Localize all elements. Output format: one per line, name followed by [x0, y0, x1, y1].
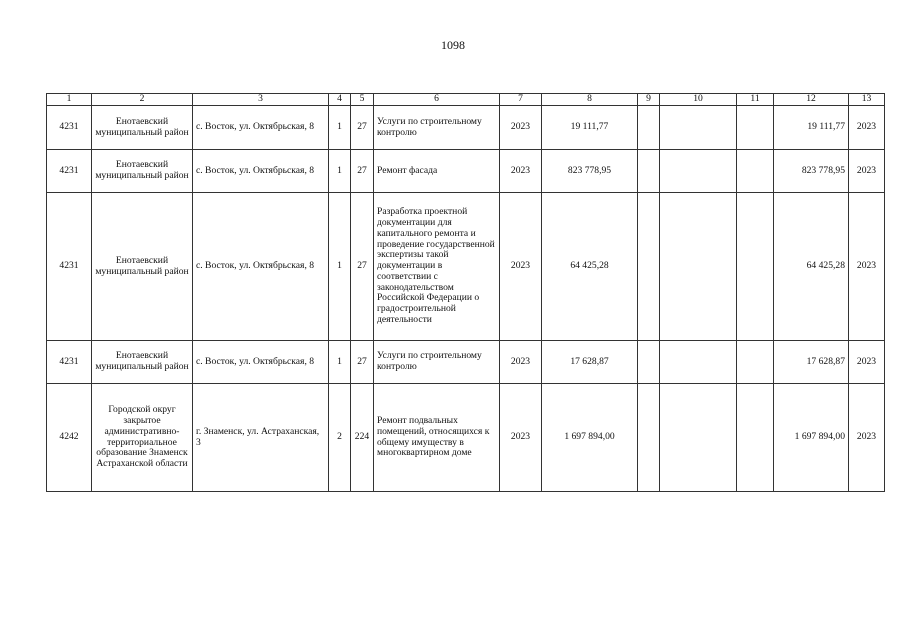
year-end: 2023	[849, 384, 885, 492]
municipality-name: Енотаевский муниципальный район	[92, 106, 193, 150]
year-end: 2023	[849, 150, 885, 193]
col9-value	[638, 150, 660, 193]
col11-value	[737, 193, 774, 341]
object-code: 4231	[47, 150, 92, 193]
column-header: 2	[92, 94, 193, 106]
col9-value	[638, 193, 660, 341]
col9-value	[638, 384, 660, 492]
col4-value: 1	[329, 193, 351, 341]
column-header: 7	[500, 94, 542, 106]
amount: 1 697 894,00	[542, 384, 638, 492]
col10-value	[660, 341, 737, 384]
year: 2023	[500, 341, 542, 384]
work-type: Разработка проектной документации для капитального ремонта и проведение государственной экспертизы такой документации в соответствии с законодательством Российской Федерации о градостроительной деятельности	[374, 193, 500, 341]
column-header: 5	[351, 94, 374, 106]
column-header: 9	[638, 94, 660, 106]
total-amount: 823 778,95	[774, 150, 849, 193]
municipality-name: Енотаевский муниципальный район	[92, 193, 193, 341]
amount: 64 425,28	[542, 193, 638, 341]
col9-value	[638, 106, 660, 150]
year: 2023	[500, 384, 542, 492]
amount: 823 778,95	[542, 150, 638, 193]
col4-value: 2	[329, 384, 351, 492]
col4-value: 1	[329, 106, 351, 150]
col5-value: 224	[351, 384, 374, 492]
column-header: 1	[47, 94, 92, 106]
col4-value: 1	[329, 341, 351, 384]
address: с. Восток, ул. Октябрьская, 8	[193, 150, 329, 193]
header-row	[47, 94, 885, 106]
object-code: 4231	[47, 341, 92, 384]
column-header: 10	[660, 94, 737, 106]
table-row	[47, 384, 885, 492]
col10-value	[660, 193, 737, 341]
table-row	[47, 106, 885, 150]
work-type: Услуги по строительному контролю	[374, 106, 500, 150]
col11-value	[737, 106, 774, 150]
column-header: 12	[774, 94, 849, 106]
address: с. Восток, ул. Октябрьская, 8	[193, 106, 329, 150]
table-row	[47, 150, 885, 193]
year: 2023	[500, 106, 542, 150]
year-end: 2023	[849, 106, 885, 150]
table-row	[47, 341, 885, 384]
col5-value: 27	[351, 150, 374, 193]
column-header: 3	[193, 94, 329, 106]
total-amount: 1 697 894,00	[774, 384, 849, 492]
col10-value	[660, 384, 737, 492]
col11-value	[737, 384, 774, 492]
year: 2023	[500, 150, 542, 193]
address: г. Знаменск, ул. Астраханская, 3	[193, 384, 329, 492]
col10-value	[660, 150, 737, 193]
municipality-name: Енотаевский муниципальный район	[92, 150, 193, 193]
col10-value	[660, 106, 737, 150]
column-header: 8	[542, 94, 638, 106]
col9-value	[638, 341, 660, 384]
total-amount: 19 111,77	[774, 106, 849, 150]
object-code: 4231	[47, 193, 92, 341]
year-end: 2023	[849, 193, 885, 341]
amount: 19 111,77	[542, 106, 638, 150]
col11-value	[737, 341, 774, 384]
column-header: 4	[329, 94, 351, 106]
object-code: 4242	[47, 384, 92, 492]
address: с. Восток, ул. Октябрьская, 8	[193, 341, 329, 384]
amount: 17 628,87	[542, 341, 638, 384]
work-type: Услуги по строительному контролю	[374, 341, 500, 384]
col5-value: 27	[351, 193, 374, 341]
year-end: 2023	[849, 341, 885, 384]
column-header: 13	[849, 94, 885, 106]
table-row	[47, 193, 885, 341]
column-header: 11	[737, 94, 774, 106]
work-type: Ремонт фасада	[374, 150, 500, 193]
col4-value: 1	[329, 150, 351, 193]
col5-value: 27	[351, 341, 374, 384]
work-type: Ремонт подвальных помещений, относящихся к общему имуществу в многоквартирном доме	[374, 384, 500, 492]
object-code: 4231	[47, 106, 92, 150]
col5-value: 27	[351, 106, 374, 150]
total-amount: 64 425,28	[774, 193, 849, 341]
page-number: 1098	[441, 38, 465, 52]
register-table	[46, 93, 885, 492]
address: с. Восток, ул. Октябрьская, 8	[193, 193, 329, 341]
municipality-name: Енотаевский муниципальный район	[92, 341, 193, 384]
col11-value	[737, 150, 774, 193]
total-amount: 17 628,87	[774, 341, 849, 384]
year: 2023	[500, 193, 542, 341]
column-header: 6	[374, 94, 500, 106]
municipality-name: Городской округ закрытое административно-территориальное образование Знаменск Астраханской области	[92, 384, 193, 492]
